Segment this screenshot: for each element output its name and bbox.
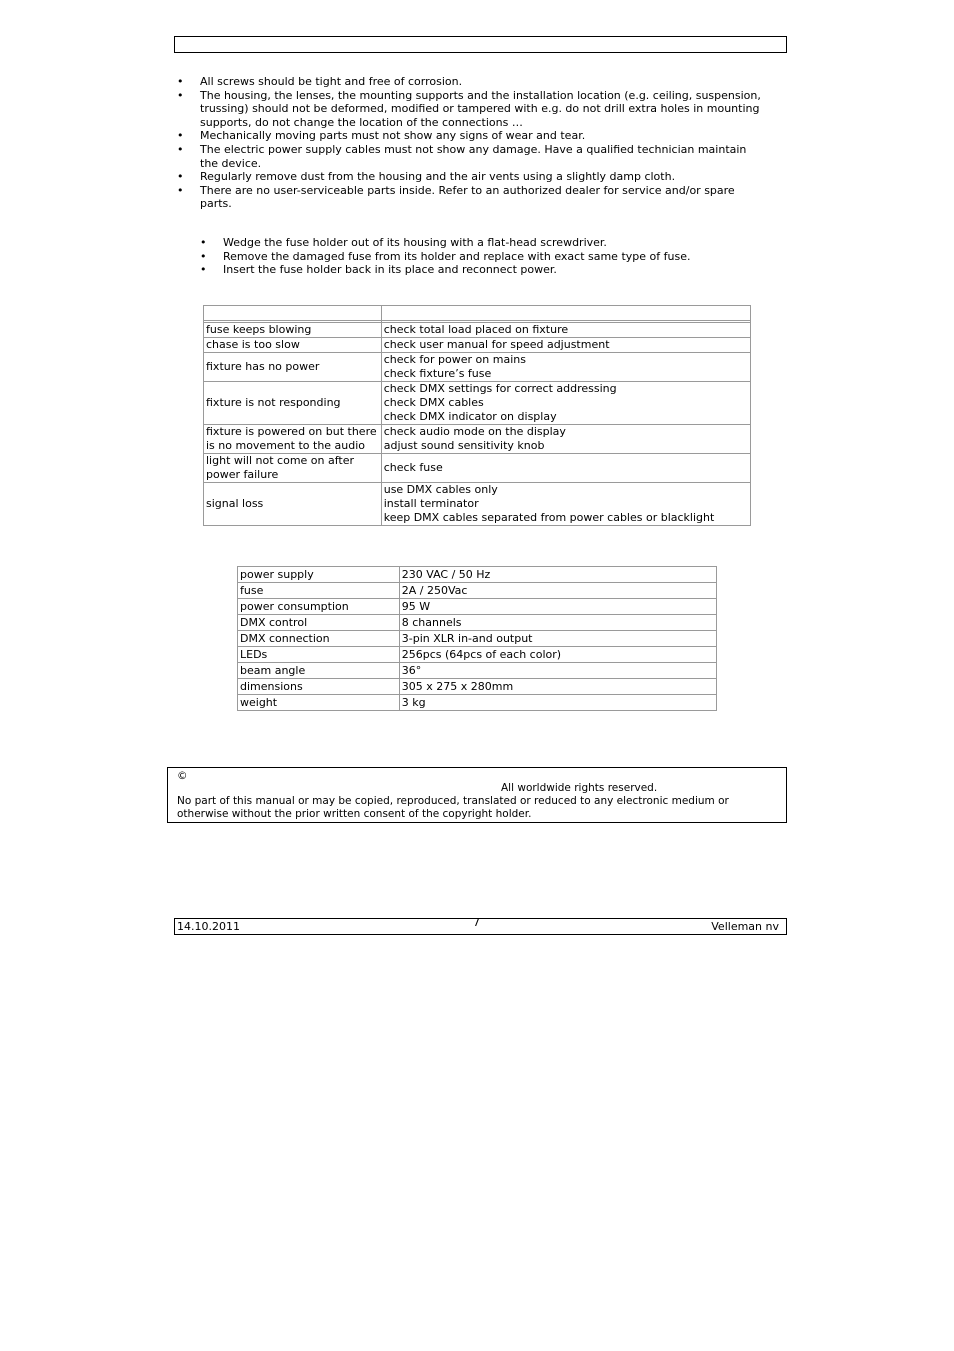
footer-company: Velleman nv (711, 920, 779, 933)
spec-label: LEDs (238, 647, 400, 663)
table-row (204, 454, 751, 483)
page-header-box (174, 36, 787, 53)
solution-cell: check for power on mains check fixture’s fuse (381, 353, 750, 382)
solution-cell: check audio mode on the display adjust sound sensitivity knob (381, 425, 750, 454)
table-row (238, 679, 717, 695)
table-row (204, 353, 751, 382)
list-item: • All screws should be tight and free of corrosion. (175, 75, 765, 89)
spec-value: 2A / 250Vac (399, 583, 716, 599)
problem-cell: signal loss (204, 483, 382, 526)
problem-cell: chase is too slow (204, 338, 382, 353)
rights-reserved-text: All worldwide rights reserved. (501, 782, 658, 794)
spec-value: 256pcs (64pcs of each color) (399, 647, 716, 663)
spec-label: DMX control (238, 615, 400, 631)
spec-value: 36° (399, 663, 716, 679)
solution-cell: check fuse (381, 454, 750, 483)
spec-label: DMX connection (238, 631, 400, 647)
spec-value: 95 W (399, 599, 716, 615)
solution-cell: check user manual for speed adjustment (381, 338, 750, 353)
table-row (204, 382, 751, 425)
list-item: • Insert the fuse holder back in its place and reconnect power. (198, 263, 758, 277)
list-item: • Mechanically moving parts must not show any signs of wear and tear. (175, 129, 765, 143)
spec-label: beam angle (238, 663, 400, 679)
page-footer (174, 918, 787, 935)
table-row (238, 599, 717, 615)
copyright-box (167, 767, 787, 823)
table-row (238, 631, 717, 647)
problem-cell: fixture has no power (204, 353, 382, 382)
solution-cell: use DMX cables only install terminator keep DMX cables separated from power cables or blacklight (381, 483, 750, 526)
list-item: • There are no user-serviceable parts inside. Refer to an authorized dealer for service and/or spare parts. (175, 184, 765, 211)
table-row (204, 338, 751, 353)
list-item: • Wedge the fuse holder out of its housing with a flat-head screwdriver. (198, 236, 758, 250)
problem-cell: fixture is not responding (204, 382, 382, 425)
spec-label: dimensions (238, 679, 400, 695)
maintenance-list (175, 75, 765, 211)
list-item: • Regularly remove dust from the housing and the air vents using a slightly damp cloth. (175, 170, 765, 184)
table-row (238, 615, 717, 631)
page-number: 7 (473, 916, 480, 929)
list-item: • Remove the damaged fuse from its holder and replace with exact same type of fuse. (198, 250, 758, 264)
spec-label: weight (238, 695, 400, 711)
footer-date: 14.10.2011 (177, 920, 240, 933)
copyright-symbol: © (177, 770, 188, 782)
table-row (204, 483, 751, 526)
spec-label: power consumption (238, 599, 400, 615)
solution-cell: check DMX settings for correct addressing check DMX cables check DMX indicator on display (381, 382, 750, 425)
copyright-notice: No part of this manual or may be copied, reproduced, translated or reduced to any electronic medium or otherwise without the prior written consent of the copyright holder. (177, 795, 729, 820)
table-row (204, 323, 751, 338)
table-row (238, 647, 717, 663)
table-header-row (204, 306, 751, 321)
table-row (238, 567, 717, 583)
problem-cell: light will not come on after power failure (204, 454, 382, 483)
problem-cell: fuse keeps blowing (204, 323, 382, 338)
spec-label: power supply (238, 567, 400, 583)
list-item: • The housing, the lenses, the mounting supports and the installation location (e.g. ceiling, suspension, trussing) should not be deformed, modified or tampered with e.g. do not drill extra holes in mounting supports, do not change the location of the connections … (175, 89, 765, 130)
table-row (238, 695, 717, 711)
table-row (204, 425, 751, 454)
solution-cell: check total load placed on fixture (381, 323, 750, 338)
spec-value: 8 channels (399, 615, 716, 631)
list-item: • The electric power supply cables must not show any damage. Have a qualified technician maintain the device. (175, 143, 765, 170)
spec-value: 230 VAC / 50 Hz (399, 567, 716, 583)
spec-value: 3 kg (399, 695, 716, 711)
table-row (238, 663, 717, 679)
spec-value: 3-pin XLR in-and output (399, 631, 716, 647)
table-row (238, 583, 717, 599)
spec-value: 305 x 275 x 280mm (399, 679, 716, 695)
problem-cell: fixture is powered on but there is no movement to the audio (204, 425, 382, 454)
specifications-table (237, 566, 717, 711)
troubleshooting-table (203, 305, 751, 526)
spec-label: fuse (238, 583, 400, 599)
fuse-replacement-list (198, 236, 758, 277)
